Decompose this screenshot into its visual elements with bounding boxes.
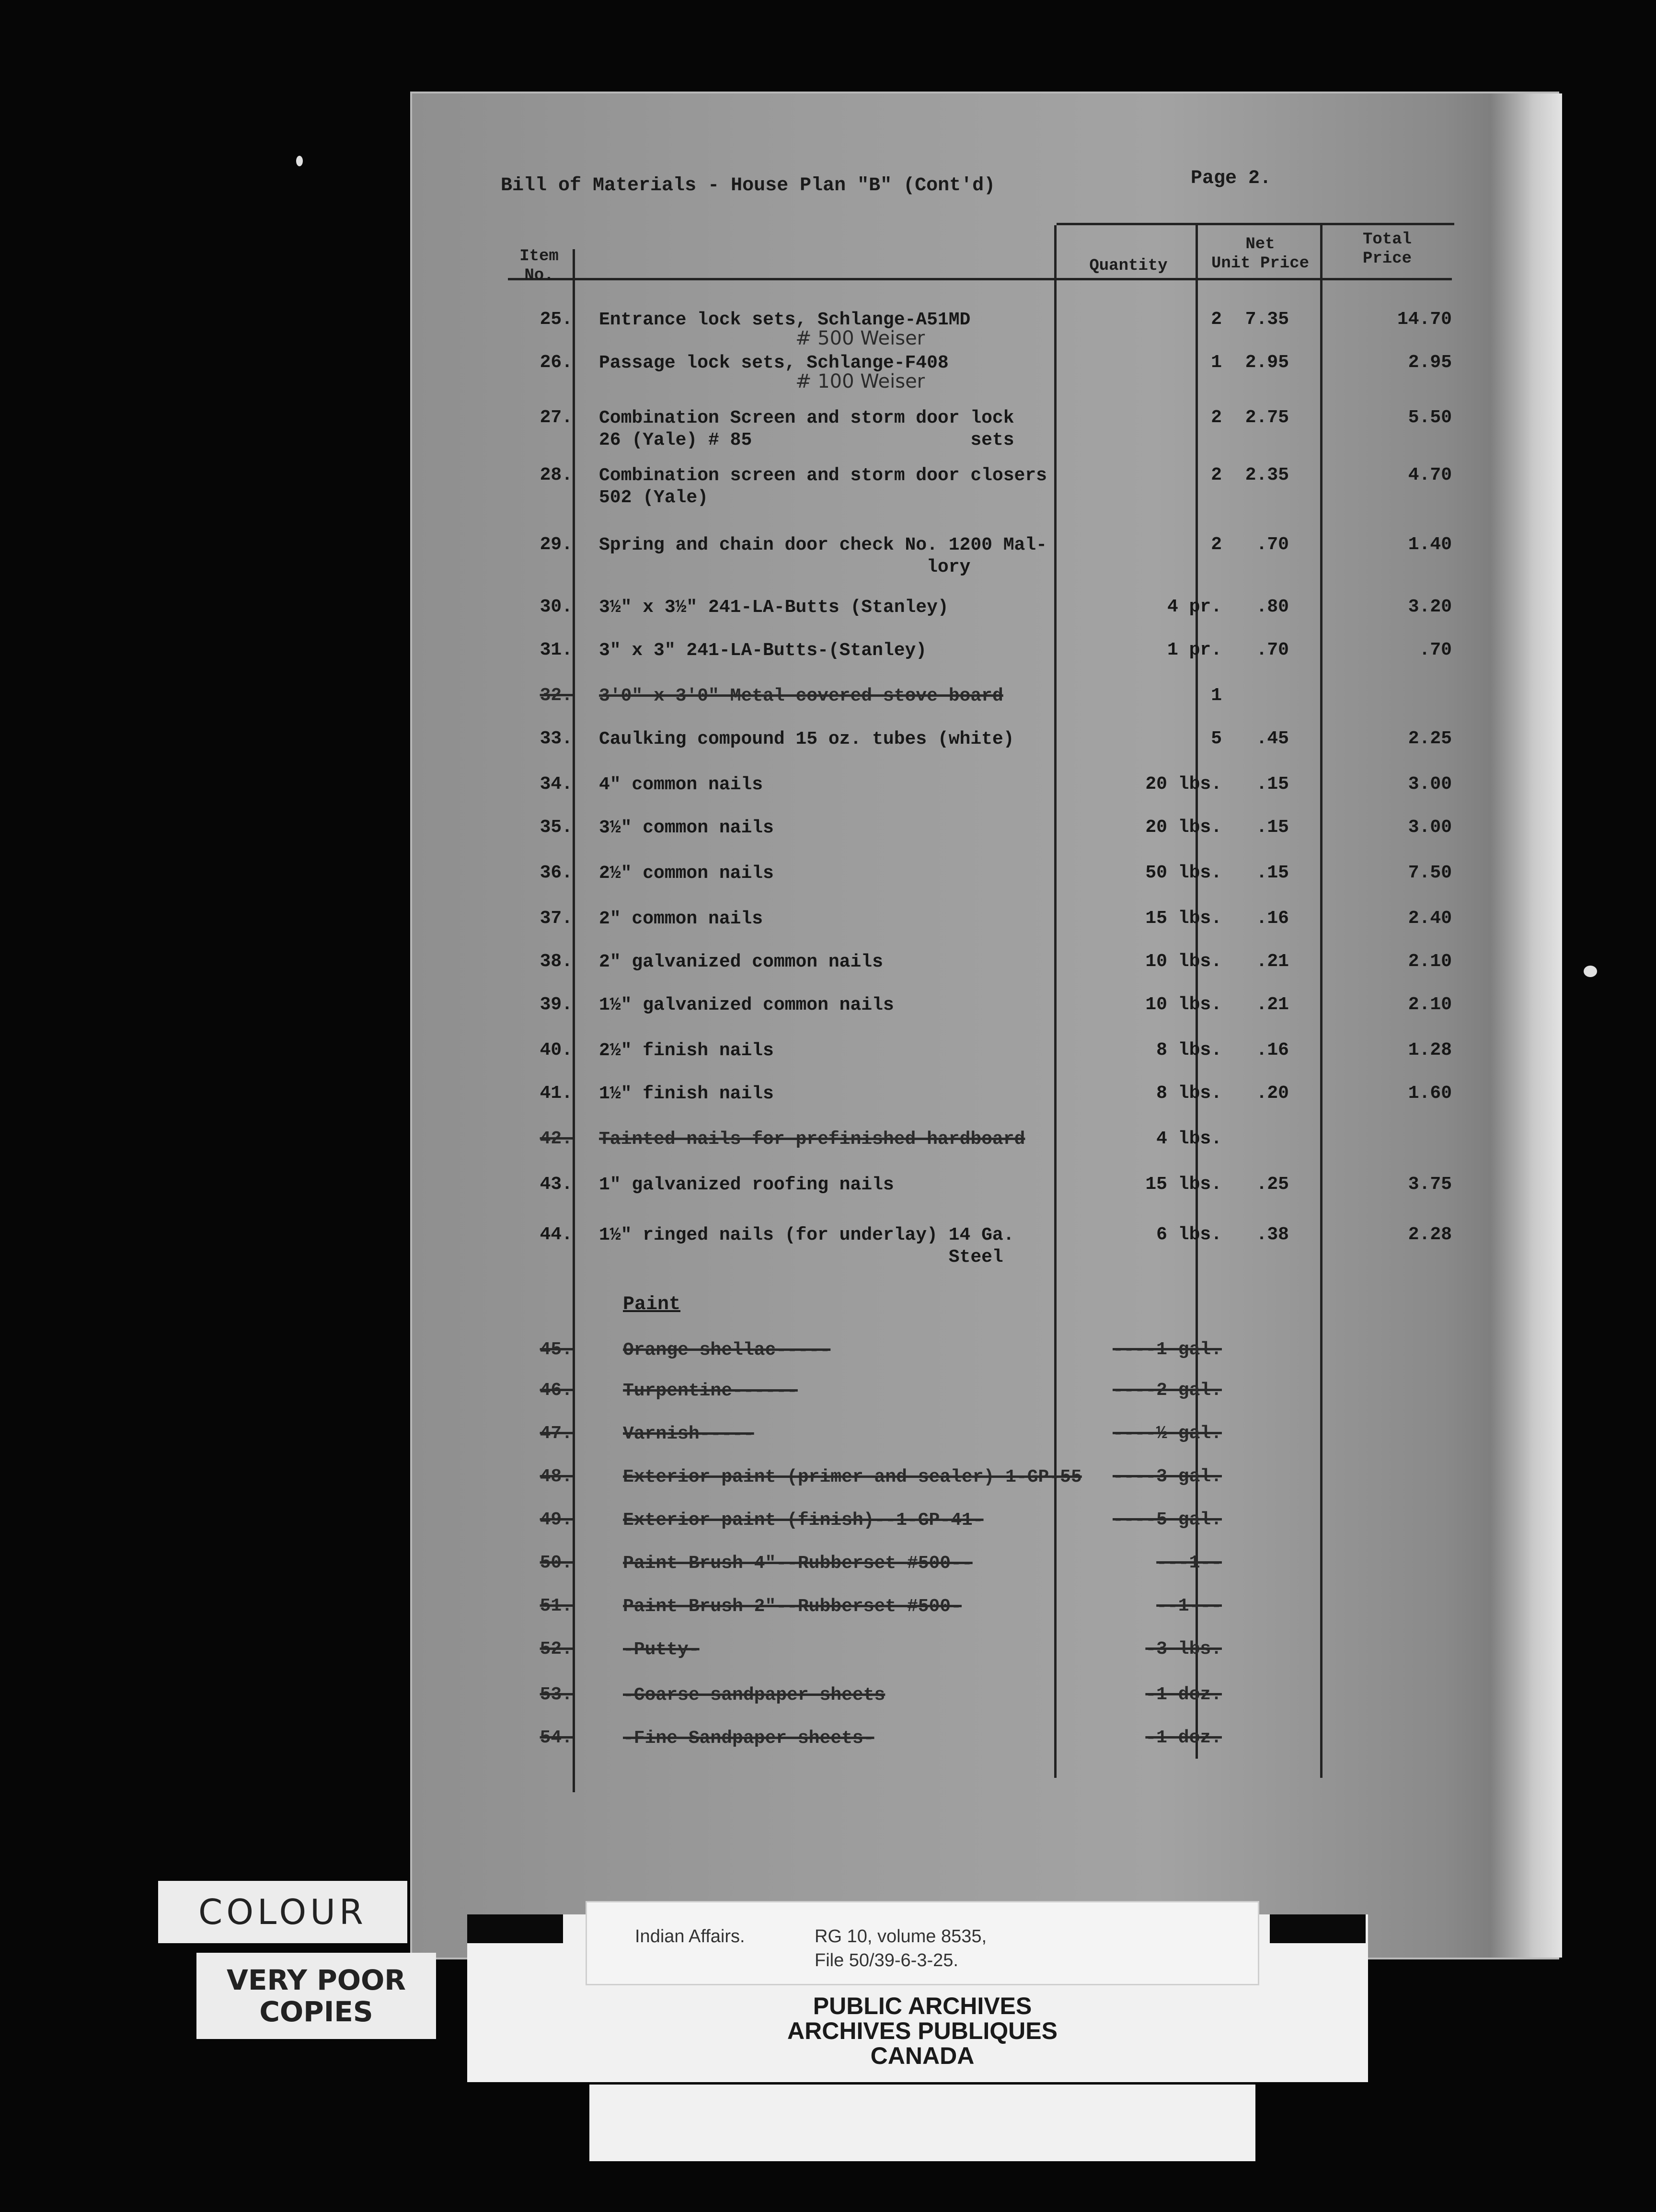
item-quantity: 5: [1211, 728, 1222, 749]
item-unit-price: .38: [1256, 1224, 1289, 1245]
item-number: 51.: [540, 1596, 573, 1616]
item-description: Orange shellac-----: [623, 1340, 831, 1360]
table-row: [0, 908, 1656, 937]
item-description: Paint Brush 4"--Rubberset #500--: [623, 1553, 973, 1574]
col-head-quantity: Quantity: [1089, 257, 1168, 275]
item-number: 49.: [540, 1509, 573, 1530]
table-row: [0, 951, 1656, 980]
item-description: 1½" ringed nails (for underlay) 14 Ga.: [599, 1225, 1014, 1245]
item-quantity: 4 pr.: [1167, 597, 1222, 617]
item-number: 34.: [540, 774, 573, 795]
item-total-price: 7.50: [1408, 863, 1452, 883]
item-quantity: 20 lbs.: [1145, 774, 1222, 795]
handwritten-note: # 100 Weiser: [795, 370, 925, 392]
item-quantity: 10 lbs.: [1145, 951, 1222, 972]
item-description: Combination screen and storm door closers: [599, 465, 1047, 486]
item-number: 45.: [540, 1339, 573, 1360]
paint-row: [0, 1684, 1656, 1713]
item-number: 32.: [540, 685, 573, 706]
item-number: 52.: [540, 1639, 573, 1659]
item-description: Exterior paint (primer and sealer) 1-GP-55: [623, 1467, 1082, 1487]
table-row: [0, 640, 1656, 668]
item-number: 28.: [540, 465, 573, 485]
item-description-continued: lory: [599, 557, 971, 577]
item-quantity: 15 lbs.: [1145, 908, 1222, 929]
item-description: 1½" finish nails: [599, 1083, 774, 1104]
item-number: 25.: [540, 309, 573, 330]
document-title: Bill of Materials - House Plan "B" (Cont'd): [501, 175, 996, 196]
item-total-price: 2.10: [1408, 994, 1452, 1015]
item-number: 33.: [540, 728, 573, 749]
item-description: Passage lock sets, Schlange-F408: [599, 353, 949, 373]
handwritten-note: # 500 Weiser: [795, 327, 925, 349]
paint-row: [0, 1553, 1656, 1581]
table-row: [0, 774, 1656, 803]
item-quantity: -3 lbs.: [1145, 1639, 1222, 1659]
table-row: [0, 465, 1656, 508]
very-poor-copies-label: [196, 1953, 436, 2039]
table-row: [0, 1224, 1656, 1267]
header-rule-top: [1057, 223, 1454, 225]
item-unit-price: .15: [1256, 817, 1289, 838]
item-number: 43.: [540, 1174, 573, 1195]
item-description-continued: 502 (Yale): [599, 487, 709, 508]
item-number: 26.: [540, 352, 573, 373]
item-description: Caulking compound 15 oz. tubes (white): [599, 729, 1014, 749]
item-number: 31.: [540, 640, 573, 660]
page-number: Page 2.: [1191, 168, 1272, 189]
item-description: 3½" x 3½" 241-LA-Butts (Stanley): [599, 597, 949, 618]
item-quantity: 1 pr.: [1167, 640, 1222, 660]
item-description: Varnish-----: [623, 1424, 754, 1444]
item-unit-price: .70: [1256, 640, 1289, 660]
item-description: 3" x 3" 241-LA-Butts-(Stanley): [599, 640, 927, 661]
item-description: -Putty-: [623, 1639, 700, 1660]
item-quantity: -1 doz.: [1145, 1684, 1222, 1705]
paint-row: [0, 1466, 1656, 1495]
table-row: [0, 1083, 1656, 1112]
item-quantity: ----2 gal.: [1112, 1380, 1222, 1401]
archive-country: CANADA: [870, 2042, 975, 2069]
item-quantity: 4 lbs.: [1156, 1129, 1222, 1149]
item-quantity: ----½ gal.: [1112, 1423, 1222, 1444]
item-number: 29.: [540, 534, 573, 555]
item-quantity: ----5 gal.: [1112, 1509, 1222, 1530]
item-unit-price: .15: [1256, 774, 1289, 795]
table-row: [0, 863, 1656, 891]
copies-text: COPIES: [259, 1995, 373, 2028]
item-quantity: 50 lbs.: [1145, 863, 1222, 883]
table-row: [0, 994, 1656, 1023]
item-description: -Coarse sandpaper sheets: [623, 1685, 886, 1705]
item-quantity: 20 lbs.: [1145, 817, 1222, 838]
paint-row: [0, 1339, 1656, 1368]
archive-card-notch-right: [1270, 1914, 1366, 1943]
item-description: 3½" common nails: [599, 818, 774, 838]
item-description: -Fine Sandpaper sheets-: [623, 1728, 874, 1749]
item-total-price: 4.70: [1408, 465, 1452, 485]
item-number: 53.: [540, 1684, 573, 1705]
item-unit-price: 2.75: [1245, 407, 1289, 428]
item-description: 3'0" x 3'0" Metal covered stove board: [599, 686, 1003, 706]
archive-name-fr: ARCHIVES PUBLIQUES: [787, 2017, 1058, 2044]
item-unit-price: .16: [1256, 908, 1289, 929]
table-row: [0, 534, 1656, 577]
item-number: 30.: [540, 597, 573, 617]
item-number: 44.: [540, 1224, 573, 1245]
item-unit-price: 2.95: [1245, 352, 1289, 373]
paint-row: [0, 1423, 1656, 1452]
item-number: 41.: [540, 1083, 573, 1104]
item-number: 46.: [540, 1380, 573, 1401]
item-quantity: 6 lbs.: [1156, 1224, 1222, 1245]
item-quantity: 1: [1211, 685, 1222, 706]
item-quantity: 2: [1211, 309, 1222, 330]
table-row: [0, 407, 1656, 450]
item-quantity: 1: [1211, 352, 1222, 373]
item-quantity: 10 lbs.: [1145, 994, 1222, 1015]
colour-label: [158, 1881, 407, 1943]
archive-fonds: Indian Affairs.: [635, 1926, 745, 1947]
item-number: 39.: [540, 994, 573, 1015]
item-total-price: .70: [1419, 640, 1452, 660]
item-description: Combination Screen and storm door lock: [599, 408, 1014, 428]
film-speck: [296, 156, 303, 166]
col-head-unit-price: Net Unit Price: [1211, 235, 1310, 273]
item-number: 27.: [540, 407, 573, 428]
item-quantity: 2: [1211, 534, 1222, 555]
item-number: 35.: [540, 817, 573, 838]
item-quantity: 2: [1211, 465, 1222, 485]
item-description: 4" common nails: [599, 774, 763, 795]
item-unit-price: .25: [1256, 1174, 1289, 1195]
table-row: [0, 1174, 1656, 1203]
item-number: 38.: [540, 951, 573, 972]
archive-file: File 50/39-6-3-25.: [815, 1950, 958, 1970]
item-total-price: 2.10: [1408, 951, 1452, 972]
item-quantity: 2: [1211, 407, 1222, 428]
item-quantity: ----1 gal.: [1112, 1339, 1222, 1360]
table-row: [0, 1129, 1656, 1157]
item-quantity: 8 lbs.: [1156, 1040, 1222, 1060]
item-total-price: 3.00: [1408, 817, 1452, 838]
item-description: 1½" galvanized common nails: [599, 995, 894, 1015]
archive-card-notch-left: [467, 1914, 563, 1943]
item-description: 2½" finish nails: [599, 1040, 774, 1061]
item-description: Entrance lock sets, Schlange-A51MD: [599, 310, 971, 330]
item-total-price: 2.25: [1408, 728, 1452, 749]
item-number: 54.: [540, 1728, 573, 1748]
item-unit-price: .21: [1256, 994, 1289, 1015]
item-number: 40.: [540, 1040, 573, 1060]
table-row: [0, 597, 1656, 625]
paint-heading: Paint: [623, 1294, 681, 1315]
item-unit-price: 7.35: [1245, 309, 1289, 330]
film-speck: [1584, 966, 1597, 977]
item-description: 1" galvanized roofing nails: [599, 1175, 894, 1195]
colour-label-text: COLOUR: [198, 1892, 367, 1932]
paint-row: [0, 1509, 1656, 1538]
item-description: Turpentine------: [623, 1381, 798, 1401]
item-description: Paint Brush 2"--Rubberset #500-: [623, 1596, 962, 1617]
item-total-price: 5.50: [1408, 407, 1452, 428]
table-row: [0, 728, 1656, 757]
item-quantity: ---1--: [1156, 1553, 1222, 1573]
item-description: 2½" common nails: [599, 863, 774, 884]
item-description-continued: 26 (Yale) # 85 sets: [599, 430, 1014, 450]
item-description: 2" galvanized common nails: [599, 952, 883, 972]
item-unit-price: .21: [1256, 951, 1289, 972]
item-description-continued: Steel: [599, 1247, 1003, 1267]
item-unit-price: .20: [1256, 1083, 1289, 1104]
item-total-price: 1.28: [1408, 1040, 1452, 1060]
item-number: 50.: [540, 1553, 573, 1573]
item-description: Exterior paint (finish)--1-GP-41-: [623, 1510, 984, 1531]
item-unit-price: .70: [1256, 534, 1289, 555]
item-description: 2" common nails: [599, 909, 763, 929]
item-number: 37.: [540, 908, 573, 929]
table-row: [0, 309, 1656, 349]
archive-volume: RG 10, volume 8535,: [815, 1926, 987, 1947]
header-rule-bottom: [508, 278, 1452, 280]
item-number: 47.: [540, 1423, 573, 1444]
col-head-total-price: Total Price: [1362, 230, 1412, 268]
item-unit-price: 2.35: [1245, 465, 1289, 485]
item-total-price: 3.00: [1408, 774, 1452, 795]
item-quantity: ----3 gal.: [1112, 1466, 1222, 1487]
table-row: [0, 352, 1656, 392]
item-quantity: 8 lbs.: [1156, 1083, 1222, 1104]
item-quantity: 15 lbs.: [1145, 1174, 1222, 1195]
item-description: Spring and chain door check No. 1200 Mal-: [599, 535, 1047, 555]
item-description: Tainted nails for prefinished hardboard: [599, 1129, 1025, 1150]
paint-row: [0, 1639, 1656, 1668]
item-unit-price: .15: [1256, 863, 1289, 883]
item-unit-price: .80: [1256, 597, 1289, 617]
item-number: 36.: [540, 863, 573, 883]
table-row: [0, 1040, 1656, 1069]
item-total-price: 1.40: [1408, 534, 1452, 555]
paint-row: [0, 1380, 1656, 1409]
item-total-price: 2.40: [1408, 908, 1452, 929]
item-total-price: 14.70: [1397, 309, 1452, 330]
paint-row: [0, 1728, 1656, 1756]
item-unit-price: .45: [1256, 728, 1289, 749]
item-total-price: 2.28: [1408, 1224, 1452, 1245]
very-poor-text: VERY POOR: [227, 1964, 406, 1996]
item-total-price: 3.20: [1408, 597, 1452, 617]
table-row: [0, 685, 1656, 714]
item-total-price: 3.75: [1408, 1174, 1452, 1195]
item-quantity: -1 doz.: [1145, 1728, 1222, 1748]
item-quantity: --1---: [1156, 1596, 1222, 1616]
item-unit-price: .16: [1256, 1040, 1289, 1060]
table-row: [0, 817, 1656, 846]
archive-card-lower: [589, 2085, 1255, 2161]
col-head-item: Item No.: [519, 247, 559, 285]
item-number: 42.: [540, 1129, 573, 1149]
item-total-price: 2.95: [1408, 352, 1452, 373]
paint-row: [0, 1596, 1656, 1624]
archive-name-en: PUBLIC ARCHIVES: [813, 1993, 1032, 2019]
item-total-price: 1.60: [1408, 1083, 1452, 1104]
item-number: 48.: [540, 1466, 573, 1487]
